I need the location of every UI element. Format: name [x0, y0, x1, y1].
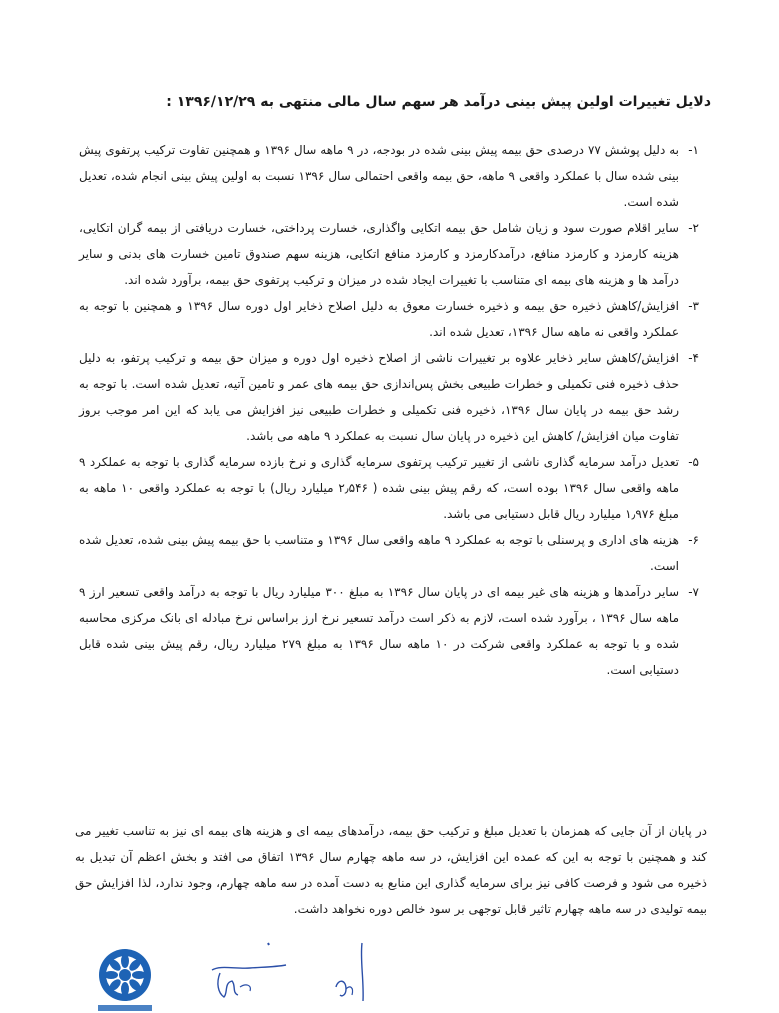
item-number: ۵- [688, 455, 699, 469]
list-item [79, 215, 699, 293]
signature-icon [330, 935, 375, 1005]
list-item [79, 527, 699, 579]
conclusion-paragraph: در پایان از آن جایی که همزمان با تعدیل مبلغ و ترکیب حق بیمه، درآمدهای بیمه ای و هزینه های بیمه ای نیز به تناسب تغییر می کند و همچنین با توجه به این که عمده این افزایش، در سه ماهه چهارم سال ۱۳۹۶ اتفاق می افتد و بخش اعظم آن تبدیل به ذخیره می شود و فرصت کافی نیز برای سرمایه گذاری این منابع به دست آمده در سه ماهه چهارم، وجود ندارد، لذا افزایش حق بیمه تولیدی در سه ماهه چهارم تاثیر قابل توجهی بر سود خالص دوره نخواهد داشت. [75, 824, 707, 916]
item-text: سایر درآمدها و هزینه های غیر بیمه ای در پایان سال ۱۳۹۶ به مبلغ ۳۰۰ میلیارد ریال با توجه به درآمد واقعی تسعیر ارز ۹ ماهه سال ۱۳۹۶ ، برآورد شده است، لازم به ذکر است درآمد تسعیر نرخ ارز براساس نرخ مبادله ای بانک مرکزی محاسبه شده و با توجه به عملکرد واقعی شرکت در ۱۰ ماهه سال ۱۳۹۶ به مبلغ ۲۷۹ میلیارد ریال، رقم پیش بینی شده قابل دستیابی است. [79, 585, 680, 677]
item-text: افزایش/کاهش ذخیره حق بیمه و ذخیره خسارت معوق به دلیل اصلاح ذخایر اول دوره سال ۱۳۹۶ و همچنین با توجه به عملکرد واقعی نه ماهه سال ۱۳۹۶، تعدیل شده اند. [79, 299, 679, 339]
item-text: هزینه های اداری و پرسنلی با توجه به عملکرد ۹ ماهه واقعی سال ۱۳۹۶ و متناسب با حق بیمه پیش بینی شده، تعدیل شده است. [79, 533, 679, 573]
reasons-list [79, 137, 699, 683]
list-item [79, 293, 699, 345]
document-title: دلایل تغییرات اولین پیش بینی درآمد هر سهم سال مالی منتهی به ۱۳۹۶/۱۲/۲۹ : [166, 94, 711, 110]
list-item [79, 137, 699, 215]
list-item [79, 579, 699, 683]
item-number: ۴- [688, 351, 699, 365]
company-logo-icon [94, 945, 156, 1013]
item-text: به دلیل پوشش ۷۷ درصدی حق بیمه پیش بینی شده در بودجه، در ۹ ماهه سال ۱۳۹۶ و همچنین تفاوت ترکیب پرتفوی پیش بینی شده سال با عملکرد واقعی ۹ ماهه، حق بیمه واقعی احتمالی سال ۱۳۹۶ نسبت به اولین پیش بینی انجام شده، تعدیل شده است. [79, 143, 680, 209]
item-number: ۲- [688, 221, 699, 235]
item-number: ۷- [688, 585, 699, 599]
item-text: افزایش/کاهش سایر ذخایر علاوه بر تغییرات ناشی از اصلاح ذخیره اول دوره و میزان حق بیمه و ترکیب پرتفو، به دلیل حذف ذخیره فنی تکمیلی و خطرات طبیعی بخش پس‌اندازی حق بیمه های عمر و تامین آتیه، تعدیل شده است. با توجه به رشد حق بیمه در پایان سال ۱۳۹۶، ذخیره فنی تکمیلی و خطرات طبیعی نیز افزایش می یابد که این امر موجب بروز تفاوت میان افزایش/ کاهش این ذخیره در پایان سال نسبت به عملکرد ۹ ماهه می باشد. [79, 351, 679, 443]
item-text: تعدیل درآمد سرمایه گذاری ناشی از تغییر ترکیب پرتفوی سرمایه گذاری و نرخ بازده سرمایه گذاری با توجه به عملکرد ۹ ماهه واقعی سال ۱۳۹۶ بوده است، که رقم پیش بینی شده ( ۲٫۵۴۶ میلیارد ریال) با توجه به عملکرد واقعی ۱۰ ماهه به مبلغ ۱٫۹۷۶ میلیارد ریال قابل دستیابی می باشد. [79, 455, 680, 521]
item-number: ۶- [688, 533, 699, 547]
signature-icon [210, 935, 290, 1005]
list-item [79, 449, 699, 527]
list-item [79, 345, 699, 449]
item-number: ۳- [688, 299, 699, 313]
item-number: ۱- [688, 143, 699, 157]
item-text: سایر اقلام صورت سود و زیان شامل حق بیمه اتکایی واگذاری، خسارت پرداختی، خسارت دریافتی از بیمه گران اتکایی، هزینه کارمزد و کارمزد منافع، درآمدکارمزد و کارمزد منافع اتکایی، هزینه سهم صندوق تامین خسارت های بدنی و سایر درآمد ها و هزینه های بیمه ای متناسب با تغییرات ایجاد شده در میزان و ترکیب پرتفوی حق بیمه، برآورد شده اند. [79, 221, 679, 287]
